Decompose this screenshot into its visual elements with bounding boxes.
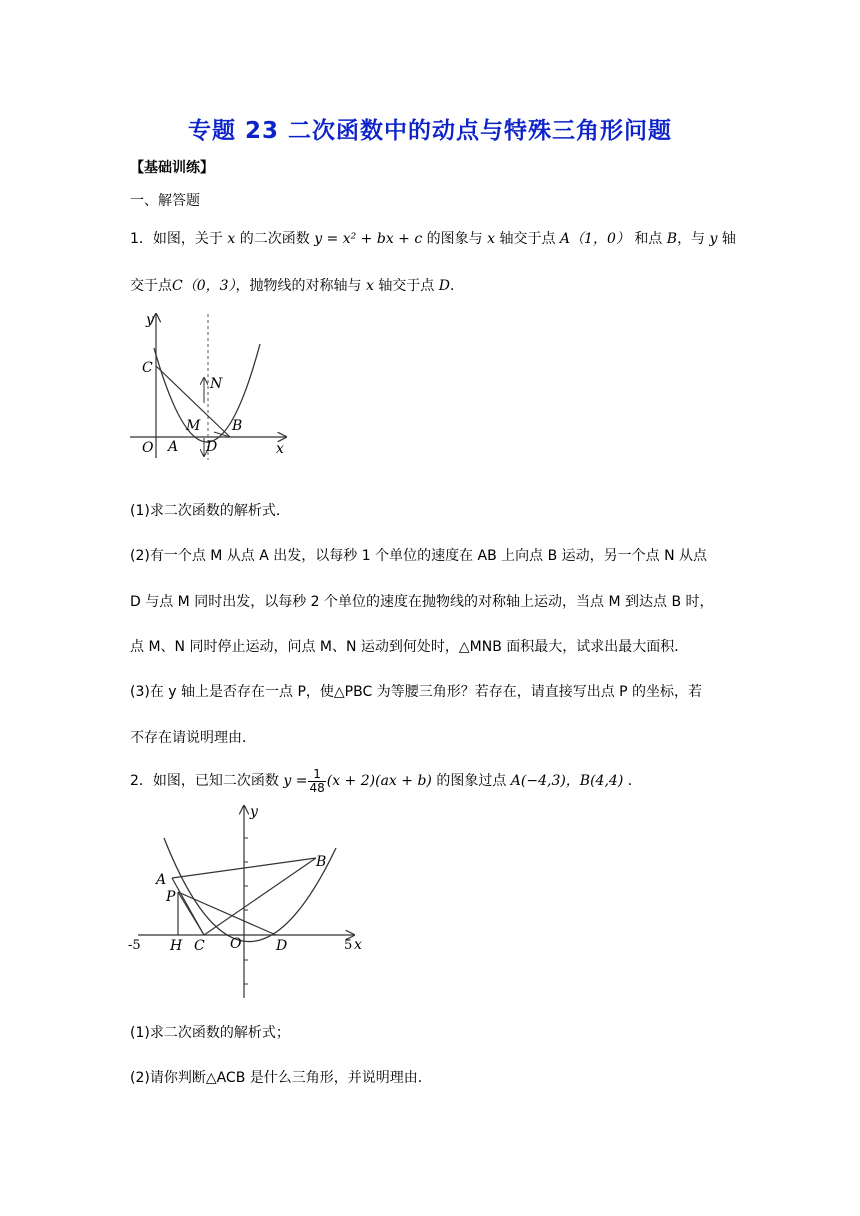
q1-sub2-line3: 点 M、N 同时停止运动，问点 M、N 运动到何处时，△MNB 面积最大，试求出最大面积． <box>130 639 689 655</box>
q1-var-x-3: x <box>365 278 374 294</box>
q1-sub3-line1: (3)在 y 轴上是否存在一点 P，使△PBC 为等腰三角形？若存在，请直接写出点 P 的坐标，若 <box>130 684 703 700</box>
q1-line2-c: 轴交于点 <box>378 278 435 294</box>
q1-sub2-line1: (2)有一个点 M 从点 A 出发，以每秒 1 个单位的速度在 AB 上向点 B 运动，另一个点 N 从点 <box>130 548 708 564</box>
q1-sub2-line2: D 与点 M 同时出发，以每秒 2 个单位的速度在抛物线的对称轴上运动，当点 M 到达点 B 时， <box>130 594 714 610</box>
q1-label-y: y <box>146 312 154 328</box>
q2-label-c: C <box>194 938 205 954</box>
q2-segment-pd <box>178 892 276 935</box>
q1-text-c: 的图象与 <box>426 231 483 247</box>
q2-points: A(−4,3)，B(4,4) <box>510 773 624 789</box>
page-title: 专题 23 二次函数中的动点与特殊三角形问题 <box>187 118 673 144</box>
q2-frac-den: 48 <box>309 780 325 795</box>
q2-sub1: (1)求二次函数的解析式； <box>130 1025 290 1041</box>
q1-text-d: 轴交于点 <box>499 231 556 247</box>
q2-segment-pc <box>178 892 204 935</box>
q2-label-p: P <box>166 889 176 905</box>
q2-label-o: O <box>230 936 242 952</box>
q1-text-b: 的二次函数 <box>239 231 310 247</box>
q2-formula-rhs: (x + 2)(ax + b) <box>326 773 432 789</box>
section-label: 【基础训练】 <box>130 160 214 176</box>
q1-point-a: A（1，0） <box>559 231 630 247</box>
q2-label-y: y <box>250 804 258 820</box>
q1-label-n: N <box>210 376 223 392</box>
q1-formula: y = x² + bx + c <box>314 231 423 247</box>
q1-var-y: y <box>709 231 718 247</box>
q1-number: 1． <box>130 231 153 247</box>
q2-fraction <box>308 768 325 795</box>
q1-label-b: B <box>232 418 243 434</box>
q2-number: 2． <box>130 773 153 789</box>
q2-frac-num: 1 <box>308 768 325 782</box>
q1-label-c: C <box>142 360 153 376</box>
q2-figure <box>126 800 376 1005</box>
q2-formula-lhs: y = <box>283 773 308 789</box>
q2-label-a: A <box>156 872 167 888</box>
q2-label-x: x <box>354 937 362 953</box>
q2-text-b: 的图象过点 <box>436 773 507 789</box>
q1-line2-end: ． <box>450 278 465 294</box>
q1-point-c: C（0，3） <box>172 278 236 294</box>
q2-text-end: ． <box>627 773 642 789</box>
q1-figure <box>126 308 296 468</box>
q2-label-minus5: -5 <box>128 938 141 953</box>
q2-label-b: B <box>316 854 327 870</box>
q2-segment-cb <box>204 858 316 935</box>
q2-stem <box>130 766 642 796</box>
q1-text-f: ，与 <box>677 231 706 247</box>
q1-stem-line2 <box>130 276 464 296</box>
q1-var-x: x <box>227 231 236 247</box>
q1-var-x-2: x <box>487 231 496 247</box>
q1-label-d: D <box>206 439 218 455</box>
q1-label-o: O <box>142 440 154 456</box>
q1-stem-line1 <box>130 229 736 249</box>
q1-line2-a: 交于点 <box>130 278 172 294</box>
q1-line2-b: ，抛物线的对称轴与 <box>235 278 362 294</box>
part-heading: 一、解答题 <box>130 193 200 209</box>
q1-label-x: x <box>276 441 284 457</box>
q1-point-b: B <box>666 231 678 247</box>
q2-parabola <box>164 838 336 942</box>
q1-label-a: A <box>168 439 179 455</box>
q2-label-d: D <box>276 938 288 954</box>
q2-sub2: (2)请你判断△ACB 是什么三角形，并说明理由． <box>130 1070 432 1086</box>
q2-label-h: H <box>170 938 183 954</box>
q1-sub1: (1)求二次函数的解析式． <box>130 503 290 519</box>
q2-text-a: 如图，已知二次函数 <box>152 773 279 789</box>
q1-text-a: 如图，关于 <box>152 231 223 247</box>
q1-sub3-line2: 不存在请说明理由． <box>130 730 256 746</box>
q1-text-e: 和点 <box>634 231 663 247</box>
q1-label-m: M <box>186 418 201 434</box>
q1-parabola <box>154 344 260 442</box>
q2-ticks <box>244 838 248 984</box>
q1-point-d: D <box>438 278 451 294</box>
q1-text-g: 轴 <box>721 231 736 247</box>
q2-label-5: 5 <box>344 938 353 953</box>
